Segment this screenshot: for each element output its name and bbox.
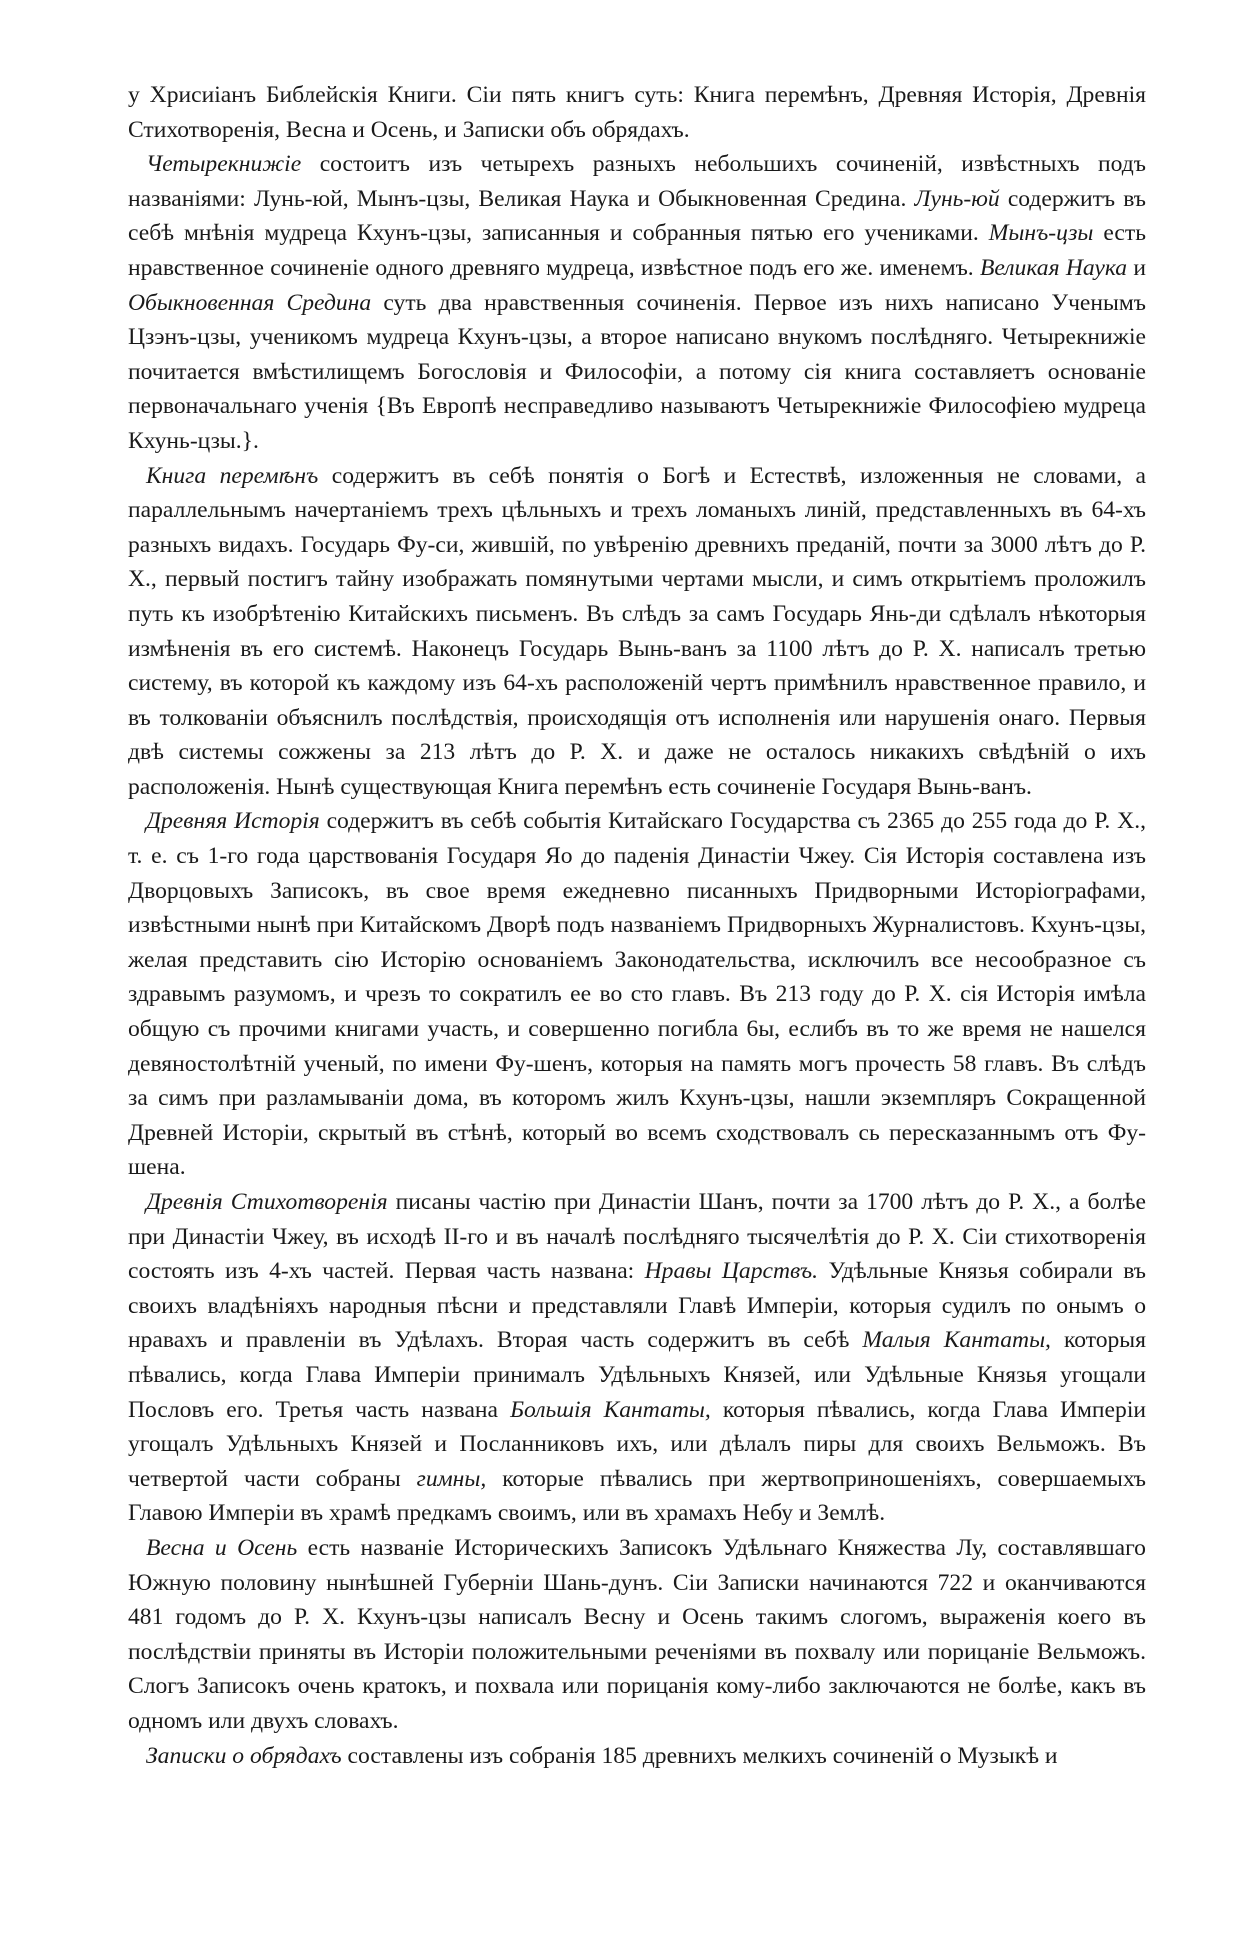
paragraph [128, 1185, 1146, 1531]
italic-term: Четырекнижіе [146, 151, 302, 178]
italic-term: Великая Наука [979, 254, 1128, 281]
text-run: которыя пѣвались, когда Глава Имперіи принималъ Удѣльныхъ Князей, или Удѣльные Князья угощали Пословъ его. Третья часть названа [128, 1327, 1146, 1423]
text-run: содержитъ въ себѣ понятія о Богѣ и Естествѣ, изложенныя не словами, а параллельнымъ начертаніемъ трехъ цѣльныхъ и трехъ ломаныхъ линій, представленныхъ въ 64-хъ разныхъ видахъ. Государь Фу-си, жившій, по увѣренію древнихъ преданій, почти за 3000 лѣтъ до Р. Х., первый постигъ тайну изображать помянутыми чертами мысли, и симъ открытіемъ проложилъ путь къ изобрѣтенію Китайскихъ письменъ. Въ слѣдъ за самъ Государь Янь-ди сдѣлалъ нѣкоторыя измѣненія въ его системѣ. Наконецъ Государь Вынь-ванъ за 1100 лѣтъ до Р. Х. написалъ третью систему, въ которой къ каждому изъ 64-хъ расположеній чертъ примѣнилъ нравственное правило, и въ толкованіи объяснилъ послѣдствія, происходящія отъ исполненія или нарушенія онаго. Первыя двѣ системы сожжены за 213 лѣтъ до Р. Х. и даже не осталось никакихъ свѣдѣній о ихъ расположенія. Нынѣ существующая Книга перемѣнъ есть сочиненіе Государя Вынь-ванъ. [128, 462, 1146, 800]
italic-term: Нравы Царствъ. [644, 1258, 819, 1285]
italic-term: Книга перемѣнъ [146, 462, 319, 489]
text-run: и [1127, 254, 1146, 281]
paragraph [128, 1531, 1146, 1739]
text-run: которые пѣвались при жертвоприношеніяхъ, совершаемыхъ Главою Имперіи въ храмѣ предкамъ своимъ, или въ храмахъ Небу и Землѣ. [128, 1465, 1146, 1527]
text-run: у Хрисиіанъ Библейскія Книги. Сіи пять книгъ суть: Книга перемѣнъ, Древняя Исторія, Древнія Стихотворенія, Весна и Осень, и Записки объ обрядахъ. [128, 82, 1146, 143]
text-run: есть нравственное сочиненіе одного древняго мудреца, извѣстное подъ его же. именемъ. [128, 220, 1146, 281]
text-run: составлены изъ собранія 185 древнихъ мелкихъ сочиненій о Музыкѣ и [341, 1742, 1058, 1769]
text-run: писаны частію при Династіи Шанъ, почти за 1700 лѣтъ до Р. Х., а болѣе при Династіи Чжеу, въ исходѣ II-го и въ началѣ послѣдняго тысячелѣтія до Р. Х. Сіи стихотворенія состоять изъ 4-хъ частей. Первая часть названа: [128, 1189, 1146, 1285]
italic-term: Малыя Кантаты, [862, 1327, 1051, 1354]
italic-term: Весна и Осень [146, 1534, 298, 1561]
paragraph [128, 804, 1146, 1185]
book-page [128, 78, 1146, 1773]
italic-term: Большія Кантаты, [510, 1396, 711, 1423]
text-run: суть два нравственныя сочиненія. Первое изъ нихъ написано Ученымъ Цзэнъ-цзы, ученикомъ мудреца Кхунъ-цзы, а второе написано внукомъ послѣдняго. Четырекнижіе почитается вмѣстилищемъ Богословія и Философіи, а потому сія книга составляетъ основаніе первоначальнаго ученія {Въ Европѣ несправедливо называютъ Четырекнижіе Философіею мудреца Кхунь-цзы.}. [128, 289, 1147, 454]
text-run: есть названіе Историческихъ Записокъ Удѣльнаго Княжества Лу, составлявшаго Южную половину нынѣшней Губерніи Шань-дунъ. Сіи Записки начинаются 722 и оканчиваются 481 годомъ до Р. Х. Кхунъ-цзы написалъ Весну и Осень такимъ слогомъ, выраженія коего въ послѣдствіи приняты въ Исторіи положительными реченіями въ похвалу или порицаніе Вельможъ. Слогъ Записокъ очень кратокъ, и похвала или порицанія кому-либо заключаются не болѣе, какъ въ одномъ или двухъ словахъ. [128, 1534, 1146, 1734]
paragraph [128, 147, 1146, 458]
italic-term: гимны, [416, 1465, 487, 1492]
text-run: Удѣльные Князья собирали въ своихъ владѣніяхъ народныя пѣсни и представляли Главѣ Имперіи, которыя судилъ по онымъ о нравахъ и правленіи въ Удѣлахъ. Вторая часть содержитъ въ себѣ [128, 1258, 1147, 1354]
italic-term: Древнія Стихотворенія [146, 1189, 388, 1215]
paragraph [128, 1739, 1146, 1774]
italic-term: Древняя Исторія [146, 808, 320, 835]
italic-term: Мынъ-цзы [988, 220, 1094, 247]
text-run: содержитъ въ себѣ событія Китайскаго Государства съ 2365 до 255 года до Р. Х., т. е. съ 1-го года царствованія Государя Яо до паденія Династіи Чжеу. Сія Исторія составлена изъ Дворцовыхъ Записокъ, въ свое время ежедневно писанныхъ Придворными Исторіографами, извѣстными нынѣ при Китайскомъ Дворѣ подъ названіемъ Придворныхъ Журналистовъ. Кхунъ-цзы, желая представить сію Исторію основаніемъ Законодательства, исключилъ все несообразное съ здравымъ разумомъ, и чрезъ то сократилъ ее во сто главъ. Въ 213 году до Р. Х. сія Исторія имѣла общую съ прочими книгами участь, и совершенно погибла 6ы, еслибъ въ то же время не нашелся девяностолѣтній ученый, по имени Фу-шенъ, которыя на память могъ прочесть 58 главъ. Въ слѣдъ за симъ при разламываніи дома, въ которомъ жилъ Кхунъ-цзы, нашли экземпляръ Сокращенной Древней Исторіи, скрытый въ стѣнѣ, который во всемъ сходствовалъ сь пересказаннымъ отъ Фу-шена. [128, 808, 1146, 1181]
text-run: которыя пѣвались, когда Глава Имперіи угощалъ Удѣльныхъ Князей и Посланниковъ ихъ, или дѣлалъ пиры для своихъ Вельможъ. Въ четвертой части собраны [128, 1396, 1146, 1492]
text-run: содержитъ въ себѣ мнѣнія мудреца Кхунъ-цзы, записанныя и собранныя пятью его учениками. [128, 185, 1146, 247]
paragraph [128, 78, 1146, 147]
text-run: состоитъ изъ четырехъ разныхъ небольшихъ сочиненій, извѣстныхъ подъ названіями: Лунь-юй, Мынъ-цзы, Великая Наука и Обыкновенная Средина. [128, 151, 1146, 212]
italic-term: Записки о обрядахъ [146, 1742, 342, 1769]
italic-term: Лунь-юй [914, 185, 1000, 212]
italic-term: Обыкновенная Средина [128, 289, 372, 316]
paragraph [128, 459, 1146, 805]
